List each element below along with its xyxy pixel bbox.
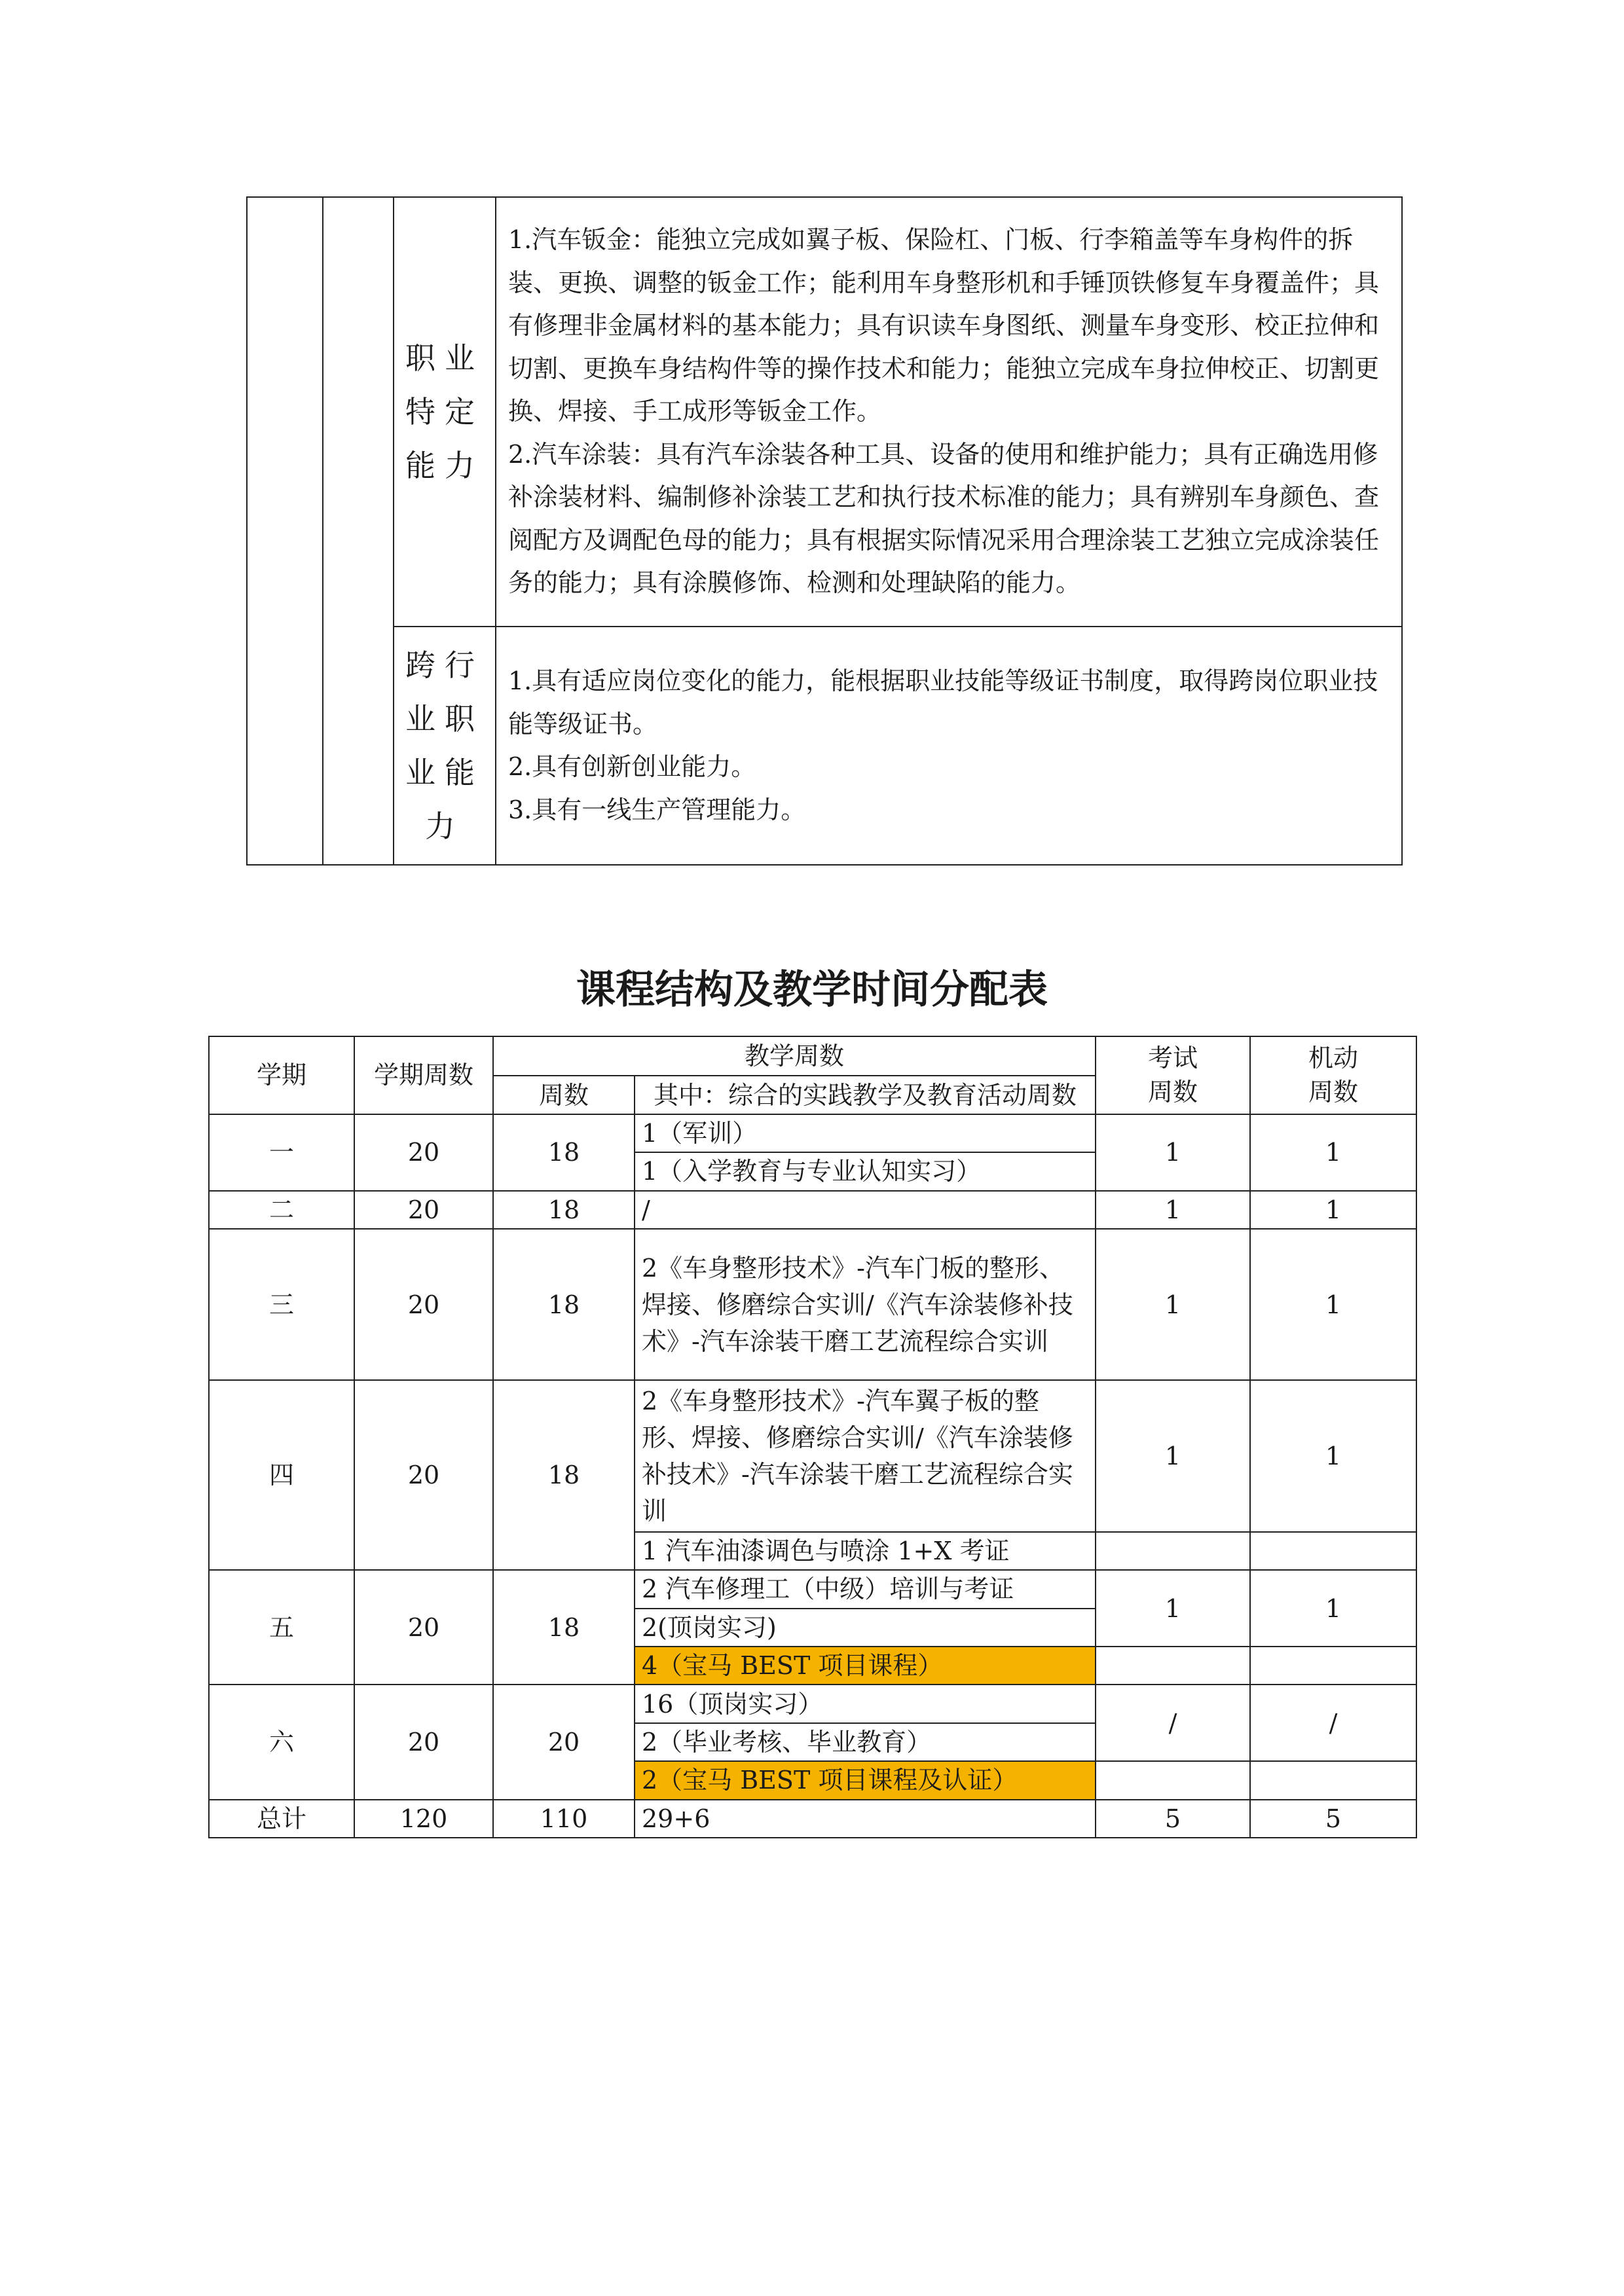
header-practice-weeks: 其中：综合的实践教学及教育活动周数: [635, 1076, 1096, 1114]
header-line: 周数: [1148, 1078, 1198, 1107]
cell-flex: 1: [1250, 1191, 1416, 1229]
table-row: [209, 1685, 1416, 1722]
empty-cell: [1250, 1647, 1416, 1685]
cell-activity-highlighted: 2（宝马 BEST 项目课程及认证）: [635, 1761, 1096, 1799]
cell-flex: 1: [1250, 1229, 1416, 1381]
total-row: [209, 1800, 1416, 1838]
cell-term: 六: [209, 1685, 354, 1799]
paragraph: 2.汽车涂装：具有汽车涂装各种工具、设备的使用和维护能力；具有正确选用修补涂装材料、编制修补涂装工艺和执行技术标准的能力；具有辨别车身颜色、查阅配方及调配色母的能力；具有根据实际情况采用合理涂装工艺独立完成涂装任务的能力；具有涂膜修饰、检测和处理缺陷的能力。: [508, 439, 1380, 598]
header-weeks: 周数: [493, 1076, 635, 1114]
row-label-cross-industry-ability: [394, 627, 496, 865]
page-title: 课程结构及教学时间分配表: [576, 967, 1048, 1013]
header-line: 周数: [1308, 1078, 1359, 1107]
cell-term: 一: [209, 1114, 354, 1191]
cell-flex: /: [1250, 1685, 1416, 1761]
header-flex-weeks: [1250, 1036, 1416, 1114]
cell-term-weeks: 20: [354, 1191, 493, 1229]
cell-activity-highlighted: 4（宝马 BEST 项目课程）: [635, 1647, 1096, 1685]
cell-activity: 1 汽车油漆调色与喷涂 1+X 考证: [635, 1532, 1096, 1570]
header-teaching-weeks: 教学周数: [493, 1036, 1096, 1076]
header-term-weeks: 学期周数: [354, 1036, 493, 1114]
cell-exam: /: [1096, 1685, 1250, 1761]
schedule-table: [208, 1036, 1417, 1838]
label-line: 职业: [405, 340, 484, 376]
cell-activity: 2《车身整形技术》-汽车翼子板的整形、焊接、修磨综合实训/《汽车涂装修补技术》-汽车涂装干磨工艺流程综合实训: [635, 1380, 1096, 1532]
cell-exam: 1: [1096, 1114, 1250, 1191]
table-row: [209, 1570, 1416, 1608]
header-line: 考试: [1148, 1044, 1198, 1073]
paragraph: 2.具有创新创业能力。: [508, 752, 756, 781]
total-term-weeks: 120: [354, 1800, 493, 1838]
total-weeks: 110: [493, 1800, 635, 1838]
cell-weeks: 18: [493, 1191, 635, 1229]
empty-cell: [1096, 1761, 1250, 1799]
cell-weeks: 18: [493, 1114, 635, 1191]
total-practice: 29+6: [635, 1800, 1096, 1838]
total-flex: 5: [1250, 1800, 1416, 1838]
header-line: 机动: [1308, 1044, 1359, 1073]
cell-flex: 1: [1250, 1380, 1416, 1532]
empty-cell: [1250, 1761, 1416, 1799]
header-term: 学期: [209, 1036, 354, 1114]
cell-exam: 1: [1096, 1191, 1250, 1229]
total-label: 总计: [209, 1800, 354, 1838]
cell-flex: 1: [1250, 1570, 1416, 1647]
empty-cell: [1096, 1532, 1250, 1570]
cell-term: 五: [209, 1570, 354, 1685]
empty-cell: [1250, 1532, 1416, 1570]
cell-term-weeks: 20: [354, 1685, 493, 1799]
label-line: 力: [425, 809, 464, 844]
header-exam-weeks: [1096, 1036, 1250, 1114]
table-row: [209, 1380, 1416, 1532]
header-row: [209, 1036, 1416, 1076]
empty-cell: [1096, 1647, 1250, 1685]
cell-activity: 2《车身整形技术》-汽车门板的整形、焊接、修磨综合实训/《汽车涂装修补技术》-汽车涂装干磨工艺流程综合实训: [635, 1229, 1096, 1381]
cell-term: 四: [209, 1380, 354, 1570]
cell-activity: 16（顶岗实习）: [635, 1685, 1096, 1722]
cell-term-weeks: 20: [354, 1380, 493, 1570]
paragraph: 3.具有一线生产管理能力。: [508, 795, 806, 824]
cell-activity: 1（军训）: [635, 1114, 1096, 1152]
cell-flex: 1: [1250, 1114, 1416, 1191]
label-line: 跨行: [405, 647, 484, 683]
cell-term-weeks: 20: [354, 1114, 493, 1191]
label-line: 业职: [405, 701, 484, 737]
paragraph: 1.汽车钣金：能独立完成如翼子板、保险杠、门板、行李箱盖等车身构件的拆装、更换、调整的钣金工作；能利用车身整形机和手锤顶铁修复车身覆盖件；具有修理非金属材料的基本能力；具有识读车身图纸、测量车身变形、校正拉伸和切割、更换车身结构件等的操作技术和能力；能独立完成车身拉伸校正、切割更换、焊接、手工成形等钣金工作。: [508, 225, 1380, 426]
row-label-specific-ability: [394, 197, 496, 627]
cell-weeks: 18: [493, 1229, 635, 1381]
table-row: [209, 1191, 1416, 1229]
table-row: [209, 1114, 1416, 1152]
label-line: 能力: [405, 448, 484, 483]
cell-term-weeks: 20: [354, 1229, 493, 1381]
cross-industry-ability-text: [496, 627, 1402, 865]
cell-activity: 2(顶岗实习): [635, 1609, 1096, 1647]
cell-exam: 1: [1096, 1380, 1250, 1532]
ability-table: [246, 196, 1403, 866]
empty-cell: [323, 197, 394, 865]
cell-activity: 2 汽车修理工（中级）培训与考证: [635, 1570, 1096, 1608]
table-row: [247, 627, 1402, 865]
cell-exam: 1: [1096, 1229, 1250, 1381]
cell-term: 二: [209, 1191, 354, 1229]
label-line: 业能: [405, 755, 484, 790]
cell-term-weeks: 20: [354, 1570, 493, 1685]
table-row: [209, 1229, 1416, 1381]
cell-weeks: 20: [493, 1685, 635, 1799]
table-row: [247, 197, 1402, 627]
cell-activity: 2（毕业考核、毕业教育）: [635, 1723, 1096, 1761]
cell-activity: /: [635, 1191, 1096, 1229]
cell-activity: 1（入学教育与专业认知实习）: [635, 1152, 1096, 1190]
cell-term: 三: [209, 1229, 354, 1381]
cell-exam: 1: [1096, 1570, 1250, 1647]
specific-ability-text: [496, 197, 1402, 627]
cell-weeks: 18: [493, 1380, 635, 1570]
empty-cell: [247, 197, 323, 865]
label-line: 特定: [405, 394, 484, 429]
cell-weeks: 18: [493, 1570, 635, 1685]
paragraph: 1.具有适应岗位变化的能力，能根据职业技能等级证书制度，取得跨岗位职业技能等级证书。: [508, 666, 1378, 738]
total-exam: 5: [1096, 1800, 1250, 1838]
